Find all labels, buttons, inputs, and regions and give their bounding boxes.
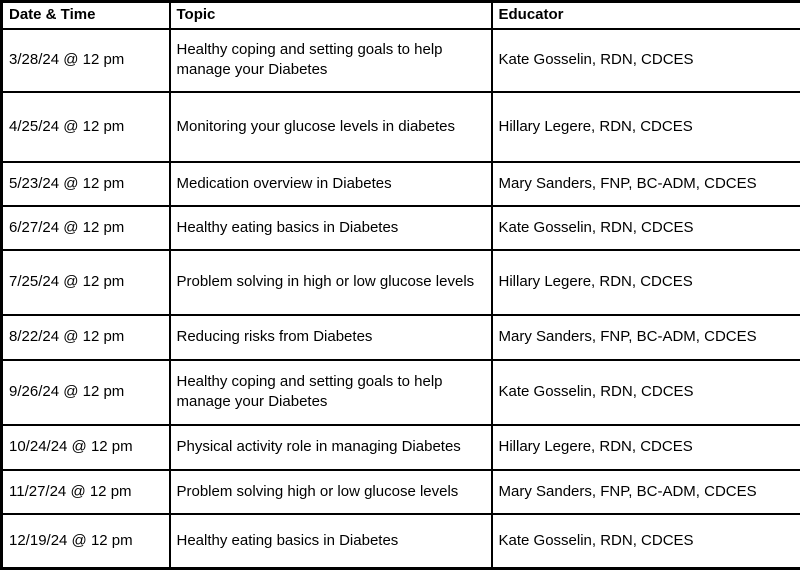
- educator-cell: Mary Sanders, FNP, BC-ADM, CDCES: [492, 470, 800, 514]
- topic-cell: Healthy coping and setting goals to help manage your Diabetes: [170, 360, 492, 425]
- column-header-topic: Topic: [170, 2, 492, 29]
- table-row: [2, 162, 800, 206]
- educator-cell: Kate Gosselin, RDN, CDCES: [492, 206, 800, 250]
- topic-cell: Problem solving in high or low glucose levels: [170, 250, 492, 315]
- topic-cell: Medication overview in Diabetes: [170, 162, 492, 206]
- educator-cell: Kate Gosselin, RDN, CDCES: [492, 360, 800, 425]
- educator-cell: Mary Sanders, FNP, BC-ADM, CDCES: [492, 162, 800, 206]
- date-time-cell: 3/28/24 @ 12 pm: [2, 29, 170, 92]
- table-row: [2, 514, 800, 569]
- date-time-cell: 8/22/24 @ 12 pm: [2, 315, 170, 360]
- date-time-cell: 10/24/24 @ 12 pm: [2, 425, 170, 470]
- topic-cell: Problem solving high or low glucose levels: [170, 470, 492, 514]
- educator-cell: Hillary Legere, RDN, CDCES: [492, 425, 800, 470]
- topic-cell: Monitoring your glucose levels in diabetes: [170, 92, 492, 162]
- date-time-cell: 7/25/24 @ 12 pm: [2, 250, 170, 315]
- table-row: [2, 425, 800, 470]
- header-row: [2, 2, 800, 29]
- educator-cell: Mary Sanders, FNP, BC-ADM, CDCES: [492, 315, 800, 360]
- date-time-cell: 5/23/24 @ 12 pm: [2, 162, 170, 206]
- topic-cell: Reducing risks from Diabetes: [170, 315, 492, 360]
- date-time-cell: 4/25/24 @ 12 pm: [2, 92, 170, 162]
- date-time-cell: 12/19/24 @ 12 pm: [2, 514, 170, 569]
- educator-cell: Hillary Legere, RDN, CDCES: [492, 92, 800, 162]
- date-time-cell: 9/26/24 @ 12 pm: [2, 360, 170, 425]
- table-row: [2, 92, 800, 162]
- educator-cell: Kate Gosselin, RDN, CDCES: [492, 29, 800, 92]
- educator-cell: Hillary Legere, RDN, CDCES: [492, 250, 800, 315]
- topic-cell: Healthy eating basics in Diabetes: [170, 206, 492, 250]
- table-body: [2, 29, 800, 569]
- column-header-date-time: Date & Time: [2, 2, 170, 29]
- table-header: [2, 2, 800, 29]
- date-time-cell: 6/27/24 @ 12 pm: [2, 206, 170, 250]
- educator-cell: Kate Gosselin, RDN, CDCES: [492, 514, 800, 569]
- topic-cell: Healthy coping and setting goals to help manage your Diabetes: [170, 29, 492, 92]
- table-row: [2, 360, 800, 425]
- column-header-educator: Educator: [492, 2, 800, 29]
- table-row: [2, 250, 800, 315]
- table-row: [2, 315, 800, 360]
- table-row: [2, 206, 800, 250]
- topic-cell: Healthy eating basics in Diabetes: [170, 514, 492, 569]
- table-row: [2, 29, 800, 92]
- table-row: [2, 470, 800, 514]
- date-time-cell: 11/27/24 @ 12 pm: [2, 470, 170, 514]
- topic-cell: Physical activity role in managing Diabetes: [170, 425, 492, 470]
